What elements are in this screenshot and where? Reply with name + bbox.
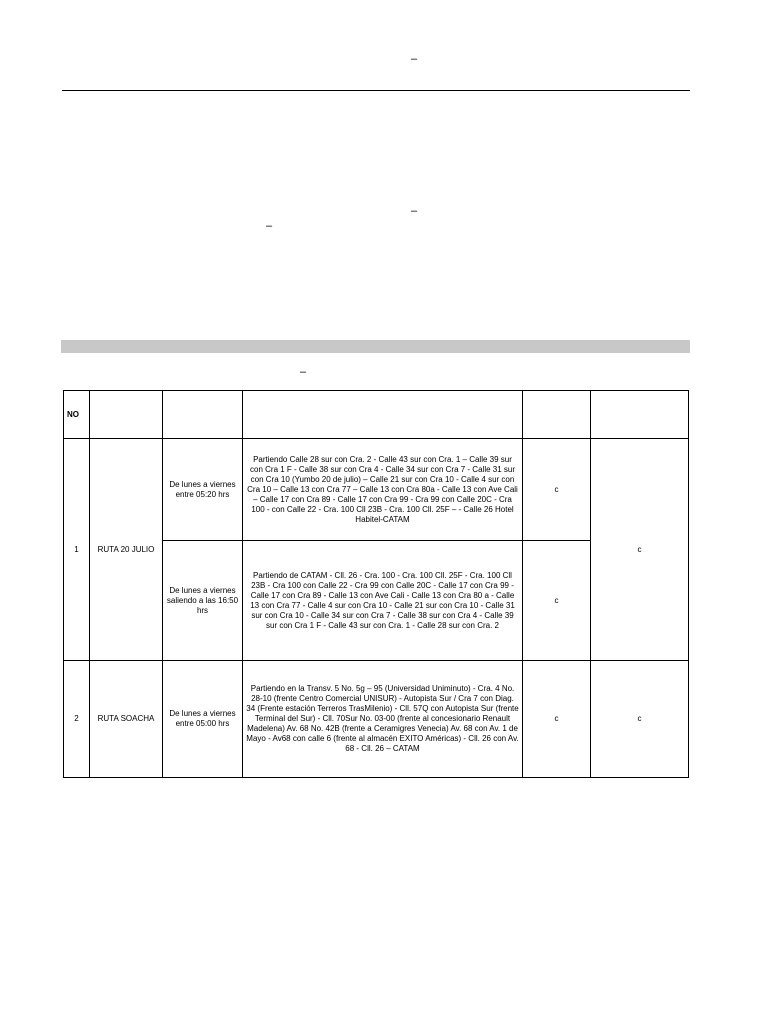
header-path	[243, 391, 523, 439]
route-name: RUTA 20 JULIO	[90, 439, 163, 661]
dash-mark: –	[300, 366, 307, 378]
section-header-bar	[61, 340, 690, 353]
dash-mark: –	[411, 205, 418, 217]
header-col5	[523, 391, 591, 439]
route-name: RUTA SOACHA	[90, 661, 163, 778]
horizontal-rule	[62, 90, 690, 91]
col6-cell: c	[591, 439, 689, 661]
col5-cell: c	[523, 541, 591, 661]
path-cell: Partiendo Calle 28 sur con Cra. 2 - Calle 43 sur con Cra. 1 – Calle 39 sur con Cra 1 F - Calle 38 sur con Cra 4 - Calle 34 sur con Cra 7 - Calle 31 sur con Cra 10 (Yumbo 20 de julio) – Calle 21 sur con Cra 10 - Calle 4 sur con Cra 10 – Calle 13 con Cra 77 – Calle 13 con Cra 80a - Calle 13 con Ave Cali – Calle 17 con Cra 89 - Calle 17 con Cra 99 - Cra 99 con Calle 20C - Cra 100 - con Calle 22 - Cra. 100 Cll 23B - Cra. 100 Cll. 25F – - Calle 26 Hotel Habitel-CATAM	[243, 439, 523, 541]
col5-cell: c	[523, 661, 591, 778]
header-schedule	[163, 391, 243, 439]
schedule-cell: De lunes a viernes saliendo a las 16:50 hrs	[163, 541, 243, 661]
path-cell: Partiendo en la Transv. 5 No. 5g – 95 (Universidad Uniminuto) - Cra. 4 No. 28-10 (frente Centro Comercial UNISUR) - Autopista Sur / Cra 7 con Diag. 34 (Frente estación Terreros TrasMilenio) - Cll. 57Q con Autopista Sur (frente Terminal del Sur) - Cll. 70Sur No. 03-00 (frente al concesionario Renault Madelena) Av. 68 No. 42B (frente a Ceramigres Venecia) Av. 68 con Av. 1 de Mayo - Av68 con calle 6 (frente al almacén EXITO Américas) - Cll. 26 con Av. 68 - Cll. 26 – CATAM	[243, 661, 523, 778]
schedule-cell: De lunes a viernes entre 05:00 hrs	[163, 661, 243, 778]
path-cell: Partiendo de CATAM - Cll. 26 - Cra. 100 - Cra. 100 Cll. 25F - Cra. 100 Cll 23B - Cra 100 con Calle 22 - Cra 99 con Calle 20C - Calle 17 con Cra 99 - Calle 17 con Cra 89 - Calle 13 con Ave Cali - Calle 13 con Cra 80 a - Calle 13 con Cra 77 - Calle 4 sur con Cra 10 - Calle 21 sur con Cra 10 - Calle 31 sur con Cra 10 - Calle 34 sur con Cra 7 - Calle 38 sur con Cra 4 - Calle 39 sur con Cra 1 F - Calle 43 sur con Cra. 1 - Calle 28 sur con Cra. 2	[243, 541, 523, 661]
header-col6	[591, 391, 689, 439]
dash-mark: –	[411, 53, 418, 65]
col6-cell: c	[591, 661, 689, 778]
table-row	[64, 439, 689, 541]
row-number: 1	[64, 439, 90, 661]
dash-mark: –	[266, 220, 273, 232]
schedule-cell: De lunes a viernes entre 05:20 hrs	[163, 439, 243, 541]
header-route	[90, 391, 163, 439]
row-number: 2	[64, 661, 90, 778]
col5-cell: c	[523, 439, 591, 541]
routes-table	[63, 390, 689, 778]
table-header-row	[64, 391, 689, 439]
table-row	[64, 661, 689, 778]
header-no: NO	[64, 391, 90, 439]
